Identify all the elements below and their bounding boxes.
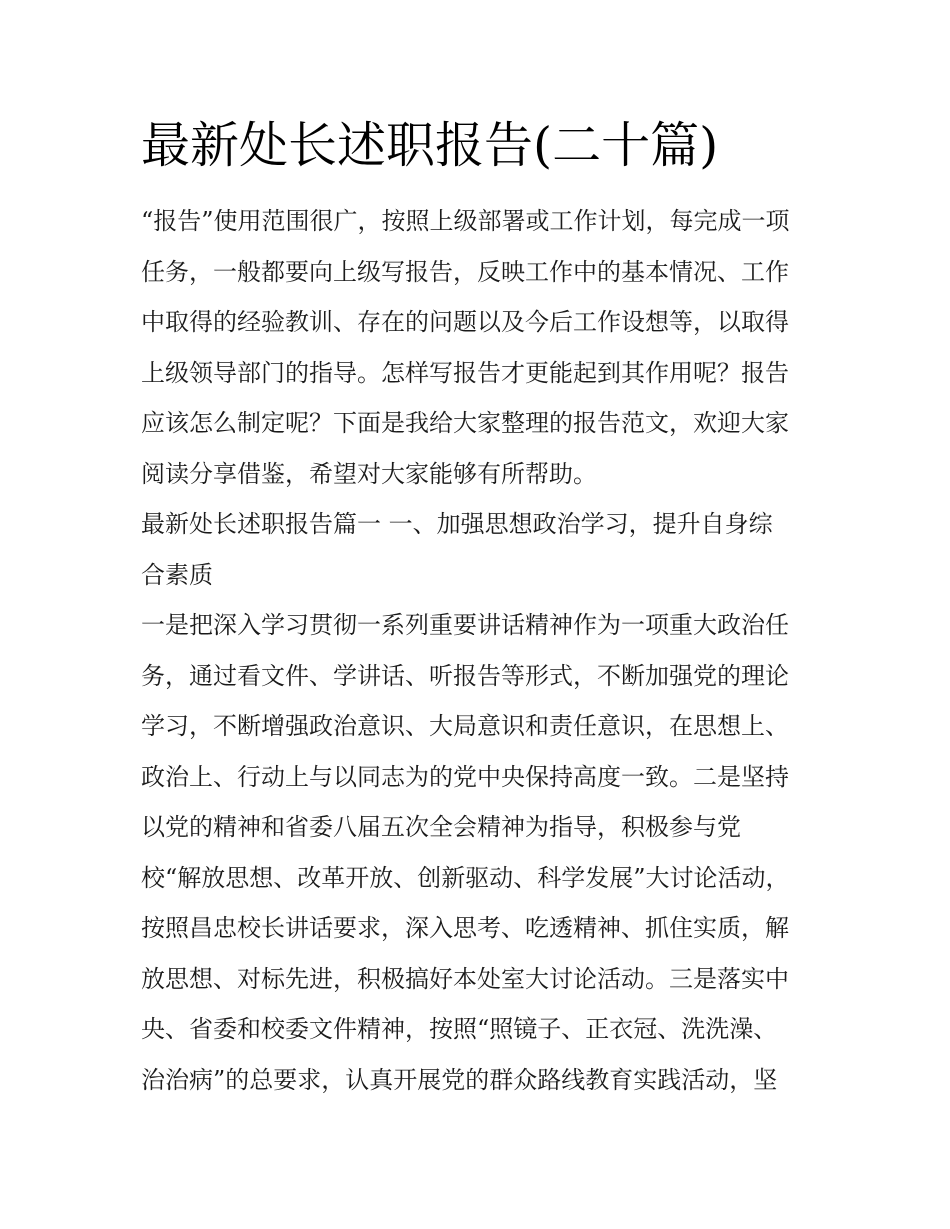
body-line: 上级领导部门的指导。怎样写报告才更能起到其作用呢？报告 [141,358,789,387]
body-line: 放思想、对标先进，积极搞好本处室大讨论活动。三是落实中 [141,964,789,993]
body-line: 学习，不断增强政治意识、大局意识和责任意识，在思想上、 [141,712,789,740]
body-line: 以党的精神和省委八届五次全会精神为指导，积极参与党 [141,813,741,841]
section-heading-line: 最新处长述职报告篇一 一、加强思想政治学习，提升自身综 [141,510,773,538]
body-line: 一是把深入学习贯彻一系列重要讲话精神作为一项重大政治任 [141,611,789,639]
body-line: 政治上、行动上与以同志为的党中央保持高度一致。二是坚持 [141,762,789,791]
document-title: 最新处长述职报告(二十篇) [141,117,719,174]
document-body [141,196,821,1105]
body-line: 阅读分享借鉴，希望对大家能够有所帮助。 [141,459,597,488]
body-line: 治治病”的总要求，认真开展党的群众路线教育实践活动，坚 [141,1065,778,1094]
body-line: 中取得的经验教训、存在的问题以及今后工作设想等，以取得 [141,308,789,336]
body-line: “报告”使用范围很广，按照上级部署或工作计划，每完成一项 [141,207,790,235]
body-line: 务，通过看文件、学讲话、听报告等形式，不断加强党的理论 [141,661,789,690]
body-line: 任务，一般都要向上级写报告，反映工作中的基本情况、工作 [141,257,789,286]
body-line: 校“解放思想、改革开放、创新驱动、科学发展”大讨论活动， [141,863,790,892]
body-line: 央、省委和校委文件精神，按照“照镜子、正衣冠、洗洗澡、 [141,1015,778,1043]
body-line: 应该怎么制定呢？下面是我给大家整理的报告范文，欢迎大家 [141,409,789,437]
body-line: 按照昌忠校长讲话要求，深入思考、吃透精神、抓住实质，解 [141,914,789,942]
section-heading-line: 合素质 [141,560,213,589]
